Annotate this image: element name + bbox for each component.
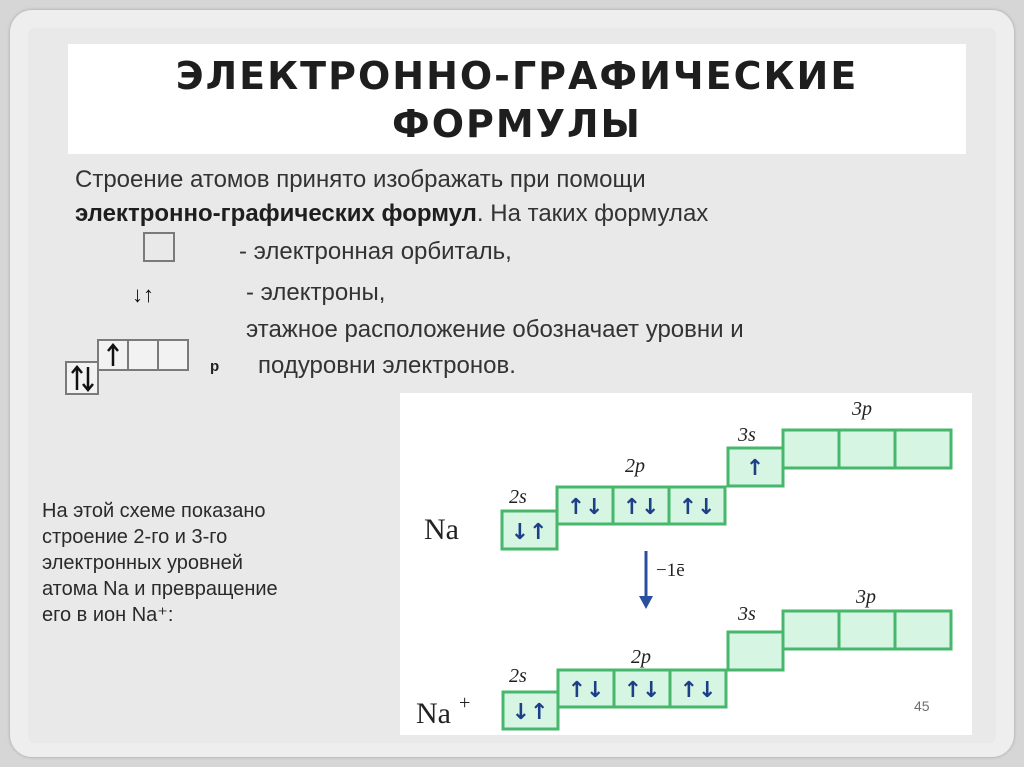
electron-pair-2p-2-bottom: ↑↓	[623, 678, 661, 703]
electron-pair-2s-bottom: ↓↑	[511, 700, 549, 725]
caption	[42, 498, 392, 628]
orbital-3p-2-bottom	[839, 611, 895, 649]
transition-label: −1ē	[656, 560, 685, 581]
orbital-3p-1-top	[783, 430, 839, 468]
label-2s-bottom: 2s	[509, 665, 527, 687]
orbital-3p-3-bottom	[895, 611, 951, 649]
intro-bold-term: электронно-графических формул	[75, 200, 477, 227]
caption-line-4: атома Na и превращение	[42, 578, 278, 600]
electron-pair-2p-2-top: ↑↓	[622, 495, 660, 520]
caption-line-1: На этой схеме показано	[42, 500, 266, 522]
orbital-box-icon	[143, 232, 175, 262]
legend-levels-line-1: этажное расположение обозначает уровни и	[246, 316, 744, 343]
orbital-3p-3-top	[895, 430, 951, 468]
intro-line-2	[75, 200, 708, 228]
ionization-arrow-head	[639, 596, 653, 609]
na-ion-label: Na	[416, 697, 451, 730]
orbital-3p-1-bottom	[783, 611, 839, 649]
electron-pair-2p-3-top: ↑↓	[678, 495, 716, 520]
sublevel-scheme-icon	[64, 338, 234, 398]
electron-pair-2s-top: ↓↑	[510, 520, 548, 545]
orbital-3p-2-top	[839, 430, 895, 468]
legend-levels-line-2: подуровни электронов.	[258, 352, 516, 379]
na-ion-charge: +	[459, 692, 471, 714]
label-3p-bottom: 3p	[856, 586, 876, 608]
electron-arrows-icon: ↓↑	[132, 282, 154, 307]
electron-pair-2p-1-bottom: ↑↓	[567, 678, 605, 703]
caption-line-3: электронных уровней	[42, 552, 243, 574]
caption-line-5: его в ион Na⁺:	[42, 604, 174, 626]
caption-line-2: строение 2-го и 3-го	[42, 526, 228, 548]
page-number: 45	[914, 698, 930, 714]
label-3s-bottom: 3s	[738, 603, 756, 625]
electron-single-3s: ↑	[745, 456, 765, 481]
label-3s-top: 3s	[738, 424, 756, 446]
orbital-3s-bottom	[728, 632, 783, 670]
intro-line-1: Строение атомов принято изображать при помощи	[75, 166, 646, 193]
na-atom-label: Na	[424, 513, 459, 546]
sodium-orbital-diagram	[400, 393, 972, 735]
electron-pair-2p-3-bottom: ↑↓	[679, 678, 717, 703]
intro-line-2-rest: . На таких формулах	[476, 200, 709, 227]
legend-orbital-text: - электронная орбиталь,	[239, 238, 512, 265]
title-box	[68, 44, 966, 154]
electron-pair-2p-1-top: ↑↓	[566, 495, 604, 520]
p-sublevel-label: p	[210, 358, 220, 375]
label-3p-top: 3p	[852, 398, 872, 420]
label-2s-top: 2s	[509, 486, 527, 508]
label-2p-top: 2p	[625, 455, 645, 477]
legend-electrons-text: - электроны,	[246, 279, 386, 306]
label-2p-bottom: 2p	[631, 646, 651, 668]
title-line-1: ЭЛЕКТРОННО-ГРАФИЧЕСКИЕ	[175, 54, 859, 98]
title-line-2: ФОРМУЛЫ	[392, 102, 642, 146]
